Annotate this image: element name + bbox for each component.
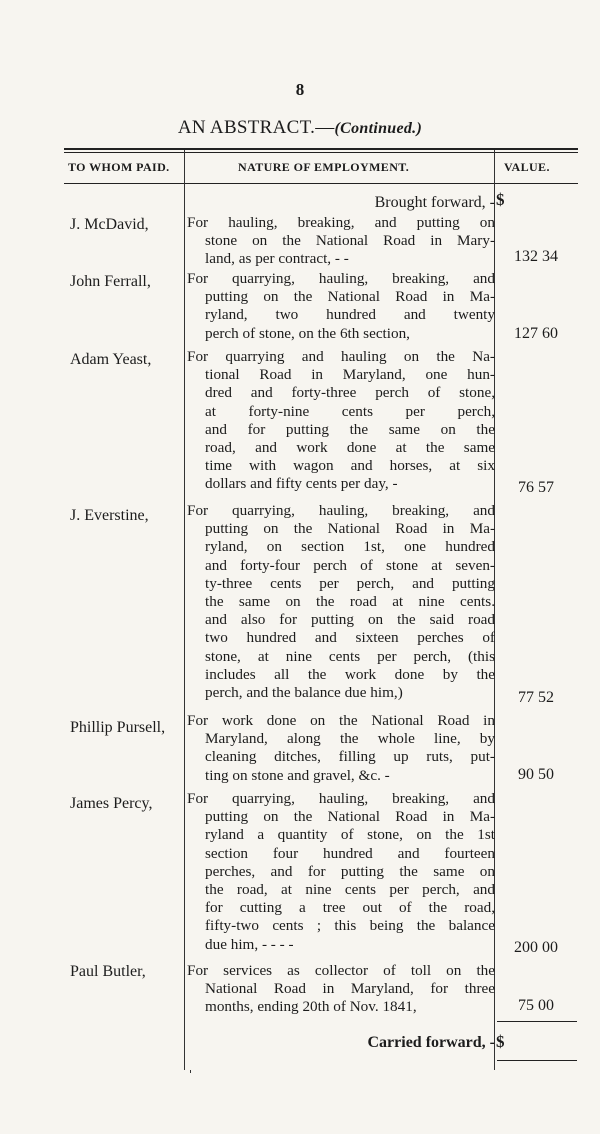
desc-line: and for putting the same on the (205, 420, 495, 438)
desc-line: dred and forty-three perch of stone, (205, 384, 495, 402)
desc-line: ryland, two hundred and twenty (205, 306, 495, 324)
entry-value: 132 34 (514, 248, 558, 265)
desc-line: putting on the National Road in Ma- (205, 520, 495, 538)
entry-value: 127 60 (514, 325, 558, 342)
entry-description (187, 712, 495, 785)
entry-value: 77 52 (518, 689, 554, 706)
desc-line: due him, - - - - (205, 935, 294, 953)
value-subtotal-rule (497, 1021, 577, 1022)
title-continued: (Continued.) (334, 120, 423, 137)
desc-line: ryland a quantity of stone, on the 1st (205, 826, 495, 844)
entry-name: Paul Butler, (70, 963, 146, 980)
desc-line: putting on the National Road in Ma- (205, 808, 495, 826)
entry-name: James Percy, (70, 795, 153, 812)
brought-forward-symbol: $ (496, 190, 505, 209)
entry-description (187, 270, 495, 343)
desc-line: ting on stone and gravel, &c. - (205, 766, 390, 784)
desc-line: perches, and for putting the same on (205, 862, 495, 880)
desc-line: and also for putting on the said road (205, 611, 495, 629)
desc-line: the road, at nine cents per perch, and (205, 880, 495, 898)
desc-line: two hundred and sixteen perches of (205, 629, 495, 647)
desc-line: for cutting a tree out of the road, (205, 899, 495, 917)
column-divider-outer (190, 1070, 191, 1073)
desc-line: land, as per contract, - - (205, 250, 349, 268)
desc-line: section four hundred and fourteen (205, 844, 495, 862)
entry-description (187, 502, 495, 702)
brought-forward-label: Brought forward, - (374, 194, 495, 211)
desc-line: cleaning ditches, filling up ruts, put- (205, 748, 495, 766)
desc-line: tional Road in Maryland, one hun- (205, 366, 495, 384)
entry-name: John Ferrall, (70, 273, 151, 290)
desc-line: and forty-four perch of stone at seven- (205, 556, 495, 574)
desc-line: National Road in Maryland, for three (205, 980, 495, 998)
brought-forward (187, 194, 495, 212)
desc-line: putting on the National Road in Ma- (205, 288, 495, 306)
desc-line: at forty-nine cents per perch, (205, 402, 495, 420)
desc-line: Maryland, along the whole line, by (205, 730, 495, 748)
desc-line: For quarrying, hauling, breaking, and (187, 790, 495, 807)
desc-line: months, ending 20th of Nov. 1841, (205, 998, 417, 1016)
entry-name: J. McDavid, (70, 216, 149, 233)
bottom-rule (497, 1060, 577, 1061)
desc-line: the same on the road at nine cents. (205, 592, 495, 610)
header-nature: NATURE OF EMPLOYMENT. (238, 160, 410, 174)
desc-line: time with wagon and horses, at six (205, 457, 495, 475)
desc-line: For services as collector of toll on the (187, 962, 495, 979)
desc-line: stone, at nine cents per perch, (this (205, 647, 495, 665)
desc-line: includes all the work done by the (205, 665, 495, 683)
desc-line: ty-three cents per perch, and putting (205, 574, 495, 592)
header-paid-to: TO WHOM PAID. (68, 160, 170, 174)
header-bottom-rule (64, 183, 578, 184)
entry-name: J. Everstine, (70, 507, 149, 524)
carried-forward-label: Carried forward, - (367, 1034, 495, 1051)
desc-line: For work done on the National Road in (187, 712, 495, 729)
desc-line: ryland, on section 1st, one hundred (205, 538, 495, 556)
carried-forward (187, 1034, 495, 1052)
header-row (64, 150, 578, 182)
entry-name: Adam Yeast, (70, 351, 152, 368)
page-number: 8 (295, 80, 305, 99)
desc-line: For hauling, breaking, and putting on (187, 214, 495, 231)
entry-description (187, 348, 495, 494)
desc-line: For quarrying, hauling, breaking, and (187, 502, 495, 519)
desc-line: dollars and fifty cents per day, - (205, 475, 398, 493)
entry-value: 76 57 (518, 479, 554, 496)
entry-description (187, 214, 495, 269)
desc-line: perch of stone, on the 6th section, (205, 324, 410, 342)
desc-line: road, and work done at the same (205, 438, 495, 456)
entry-description (187, 962, 495, 1017)
desc-line: stone on the National Road in Mary- (205, 232, 495, 250)
desc-line: fifty-two cents ; this being the balance (205, 917, 495, 935)
desc-line: perch, and the balance due him,) (205, 683, 403, 701)
title-text: AN ABSTRACT.— (177, 117, 335, 138)
entry-value: 90 50 (518, 766, 554, 783)
desc-line: For quarrying and hauling on the Na- (187, 348, 495, 365)
carried-forward-symbol: $ (496, 1032, 505, 1051)
desc-line: For quarrying, hauling, breaking, and (187, 270, 495, 287)
entry-value: 200 00 (514, 939, 558, 956)
entry-name: Phillip Pursell, (70, 719, 166, 736)
column-divider-left (184, 150, 185, 1070)
entry-value: 75 00 (518, 997, 554, 1014)
entry-description (187, 790, 495, 954)
page-title (0, 117, 600, 139)
header-value: VALUE. (504, 160, 550, 174)
